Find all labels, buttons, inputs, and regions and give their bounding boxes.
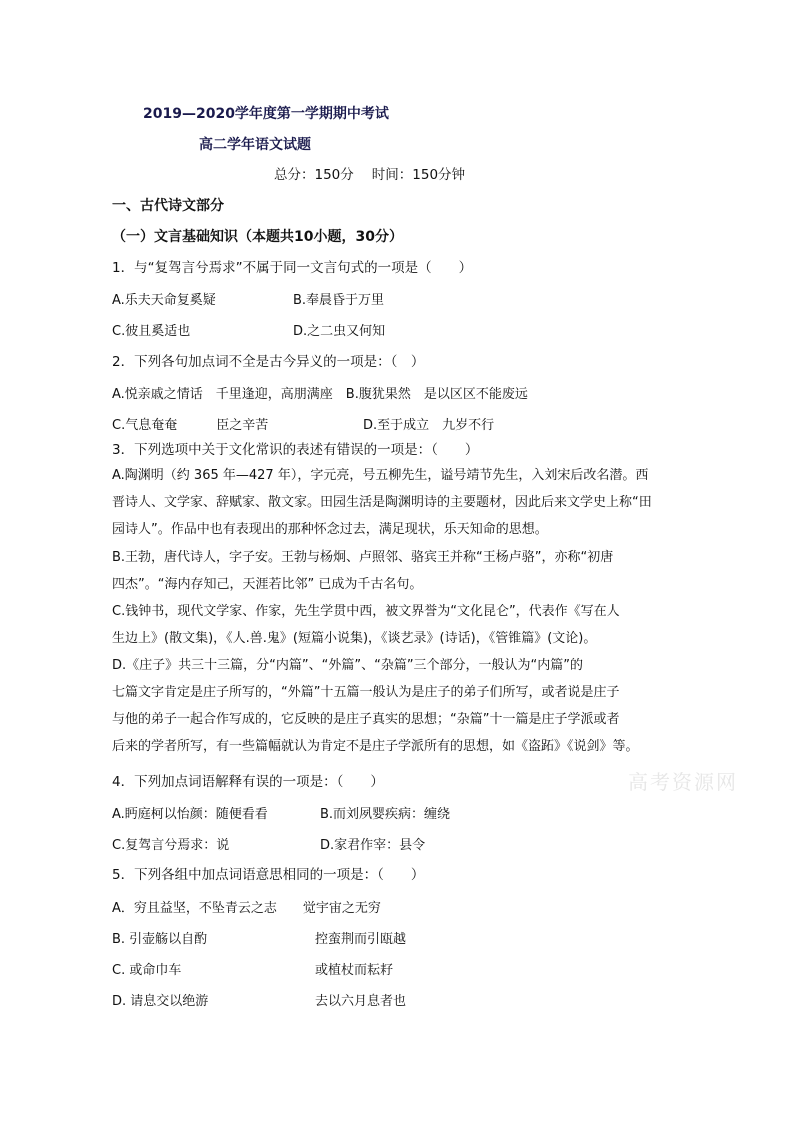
q2-option-c: C.气息奄奄 臣之辛苦 [112, 418, 269, 433]
exam-meta [274, 165, 465, 185]
total-score: 总分：150分 [274, 167, 354, 183]
section-heading: 一、古代诗文部分 [112, 198, 224, 214]
watermark: 高考资源网 [628, 770, 738, 794]
q3-text-line: 四杰”。“海内存知己，天涯若比邻” 已成为千古名句。 [112, 577, 423, 592]
q1-option-c: C.彼且奚适也 [112, 324, 191, 339]
question-1-stem: 1．与“复驾言兮焉求”不属于同一文言句式的一项是（ ） [112, 260, 473, 276]
q3-text-line: C.钱钟书，现代文学家、作家，先生学贯中西，被文界誉为“文化昆仑”，代表作《写在人 [112, 604, 620, 619]
q3-text-line: 园诗人”。作品中也有表现出的那种怀念过去，满足现状，乐天知命的思想。 [112, 522, 548, 537]
q4-option-d: D.家君作宰：县令 [320, 838, 426, 853]
q5-option-b-right: 控蛮荆而引瓯越 [315, 932, 407, 947]
question-2-stem: 2．下列各句加点词不全是古今异义的一项是：（ ） [112, 354, 425, 370]
q1-option-a: A.乐夫天命复奚疑 [112, 293, 216, 308]
exam-time: 时间：150分钟 [371, 167, 466, 183]
q3-text-line: 后来的学者所写，有一些篇幅就认为肯定不是庄子学派所有的思想，如《盗跖》《说剑》等。 [112, 739, 639, 754]
q5-option-a: A．穷且益坚，不坠青云之志 觉宇宙之无穷 [112, 901, 381, 916]
q1-option-b: B.奉晨昏于万里 [293, 293, 385, 308]
subsection-heading: （一）文言基础知识（本题共10小题，30分） [112, 229, 403, 245]
q1-option-d: D.之二虫又何知 [293, 324, 386, 339]
q2-option-ab: A.悦亲戚之情话 千里逢迎，高朋满座 B.腹犹果然 是以区区不能废远 [112, 387, 528, 402]
q5-option-c-right: 或植杖而耘耔 [315, 963, 394, 978]
question-3-stem: 3．下列选项中关于文化常识的表述有错误的一项是：（ ） [112, 442, 479, 458]
q5-option-d-left: D. 请息交以绝游 [112, 994, 209, 1009]
q3-text-line: 生边上》(散文集)，《人.兽.鬼》(短篇小说集)，《谈艺录》(诗话)，《管锥篇》(文论)。 [112, 631, 597, 646]
question-4-stem: 4．下列加点词语解释有误的一项是：（ ） [112, 774, 384, 790]
q5-option-d-right: 去以六月息者也 [315, 994, 407, 1009]
q3-text-line: A.陶渊明（约 365 年—427 年），字元亮，号五柳先生，谥号靖节先生，入刘宋后改名潜。西 [112, 468, 649, 483]
question-5-stem: 5．下列各组中加点词语意思相同的一项是：（ ） [112, 867, 425, 883]
q5-option-b-left: B. 引壶觞以自酌 [112, 932, 208, 947]
q4-option-a: A.眄庭柯以怡颜：随便看看 [112, 807, 268, 822]
q3-text-line: 晋诗人、文学家、辞赋家、散文家。田园生活是陶渊明诗的主要题材，因此后来文学史上称“田 [112, 495, 652, 510]
exam-subtitle: 高二学年语文试题 [199, 137, 311, 153]
q3-text-line: 与他的弟子一起合作写成的，它反映的是庄子真实的思想；“杂篇”十一篇是庄子学派或者 [112, 712, 620, 727]
q3-text-line: 七篇文字肯定是庄子所写的，“外篇”十五篇一般认为是庄子的弟子们所写，或者说是庄子 [112, 685, 620, 700]
exam-title: 2019—2020学年度第一学期期中考试 [143, 106, 389, 122]
q5-option-c-left: C. 或命巾车 [112, 963, 182, 978]
q3-text-line: B.王勃，唐代诗人，字子安。王勃与杨炯、卢照邻、骆宾王并称“王杨卢骆”，亦称“初唐 [112, 550, 614, 565]
q3-text-line: D.《庄子》共三十三篇，分“内篇”、“外篇”、“杂篇”三个部分，一般认为“内篇”的 [112, 658, 584, 673]
q2-option-d: D.至于成立 九岁不行 [363, 418, 495, 433]
q4-option-c: C.复驾言兮焉求：说 [112, 838, 230, 853]
q4-option-b: B.而刘夙婴疾病：缠绕 [320, 807, 451, 822]
